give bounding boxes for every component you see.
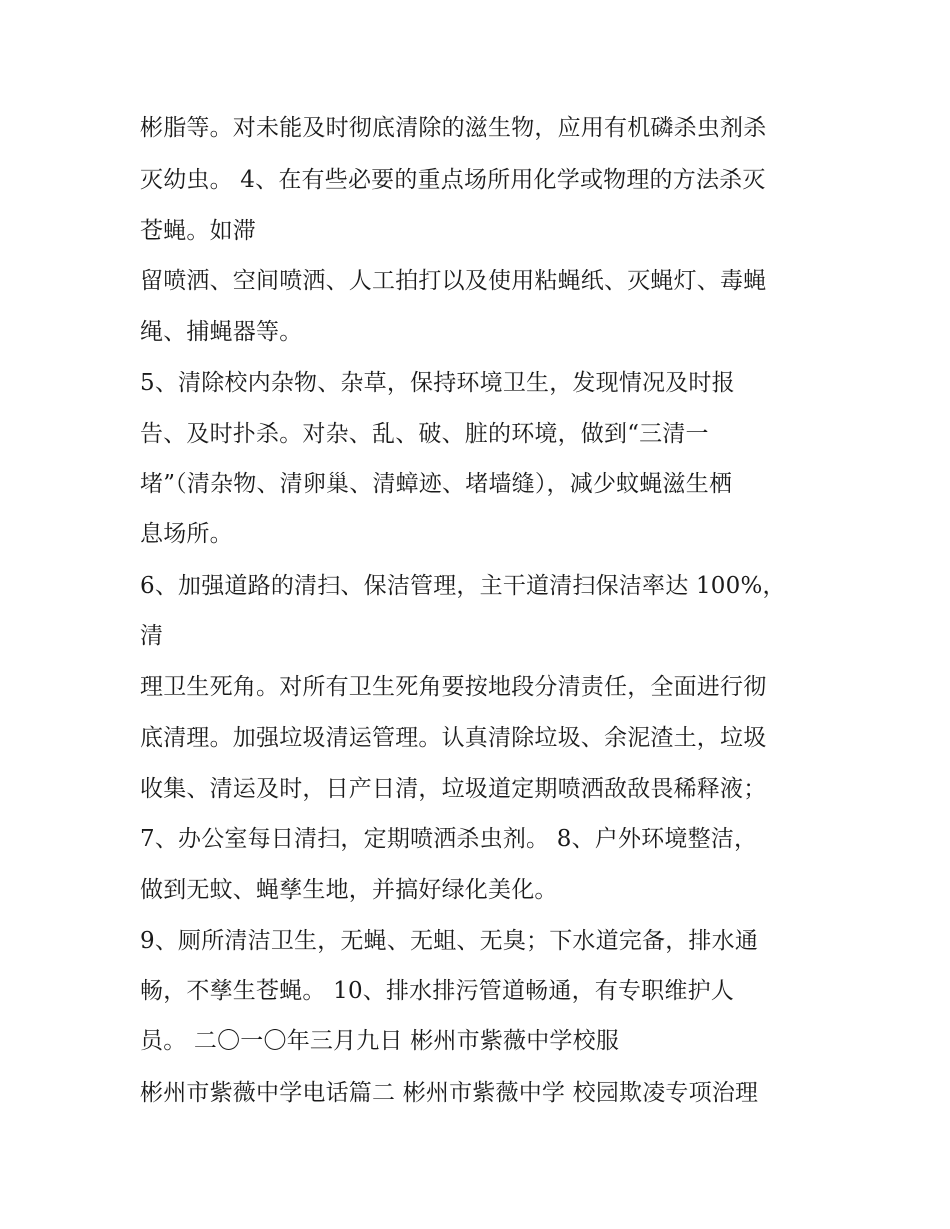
text-line: 堵”（清杂物、清卵巢、清蟑迹、堵墙缝），减少蚊蝇滋生栖 — [140, 471, 733, 497]
text-line: 彬脂等。对未能及时彻底清除的滋生物，应用有机磷杀虫剂杀 — [140, 115, 767, 141]
text-line: 底清理。加强垃圾清运管理。认真清除垃圾、余泥渣土，垃圾 — [140, 725, 767, 751]
text-line: 告、及时扑杀。对杂、乱、破、脏的环境，做到“三清一 — [140, 421, 709, 447]
text-line: 理卫生死角。对所有卫生死角要按地段分清责任，全面进行彻 — [140, 674, 767, 700]
text-line: 6、加强道路的清扫、保洁管理，主干道清扫保洁率达 100%， — [140, 573, 786, 599]
text-line: 7、办公室每日清扫，定期喷洒杀虫剂。 8、户外环境整洁， — [140, 826, 758, 852]
text-line: 彬州市紫薇中学电话篇二 彬州市紫薇中学 校园欺凌专项治理 — [140, 1080, 759, 1106]
text-line: 5、清除校内杂物、杂草，保持环境卫生，发现情况及时报 — [140, 370, 735, 396]
text-line: 畅，不孳生苍蝇。 10、排水排污管道畅通，有专职维护人 — [140, 978, 734, 1004]
text-line: 留喷洒、空间喷洒、人工拍打以及使用粘蝇纸、灭蝇灯、毒蝇 — [140, 268, 767, 294]
text-line: 9、厕所清洁卫生，无蝇、无蛆、无臭；下水道完备，排水通 — [140, 928, 759, 954]
text-line: 清 — [140, 623, 164, 649]
text-line: 绳、捕蝇器等。 — [140, 319, 303, 345]
text-line: 员。 二〇一〇年三月九日 彬州市紫薇中学校服 — [140, 1028, 620, 1054]
text-line: 收集、清运及时，日产日清，垃圾道定期喷洒敌敌畏稀释液； — [140, 776, 767, 802]
text-line: 苍蝇。如滞 — [140, 218, 256, 244]
text-line: 息场所。 — [140, 521, 233, 547]
text-line: 做到无蚊、蝇孳生地，并搞好绿化美化。 — [140, 877, 558, 903]
text-line: 灭幼虫。 4、在有些必要的重点场所用化学或物理的方法杀灭 — [140, 167, 766, 193]
